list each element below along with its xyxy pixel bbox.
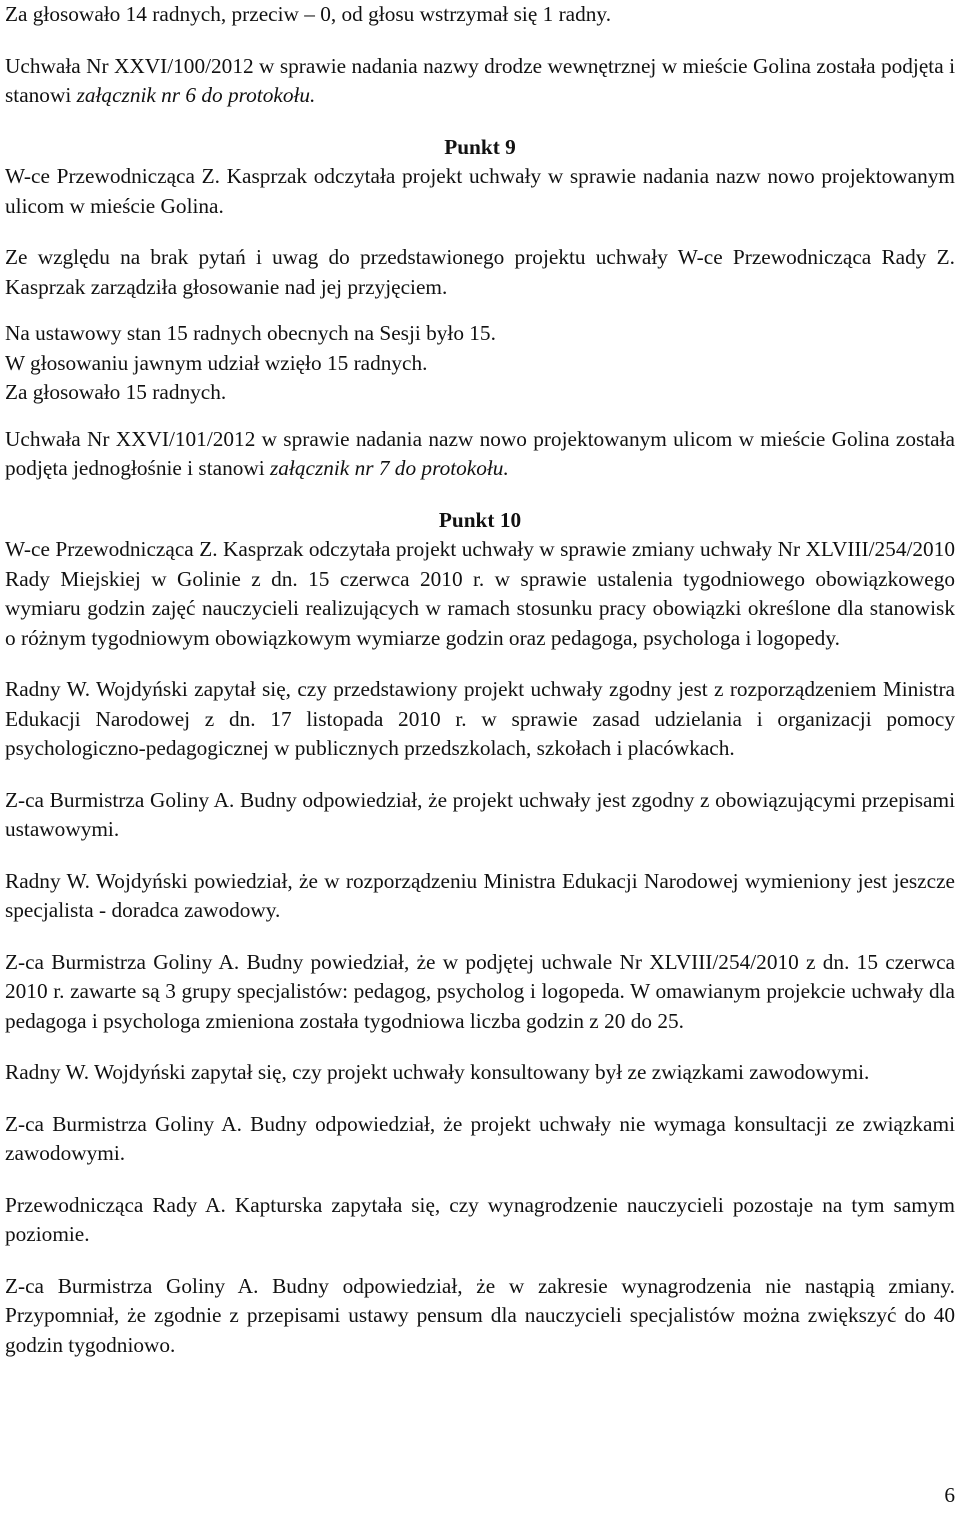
votes-for-line: Za głosowało 15 radnych. [5, 380, 227, 404]
resolution-paragraph-100 [5, 52, 955, 111]
punkt-10-reading-paragraph: W-ce Przewodnicząca Z. Kasprzak odczytała projekt uchwały w sprawie zmiany uchwały Nr XLVIII/254/2010 Rady Miejskiej w Golinie z dn. 15 czerwca 2010 r. w sprawie ustalenia tygodniowego obowiązkowego wymiaru godzin zajęć nauczycieli realizujących w ramach stosunku pracy obowiązki określone dla stanowisk o różnym tygodniowym obowiązkowym wymiarze godzin oraz pedagoga, psychologa i logopedy. [5, 537, 955, 650]
vote-result-paragraph: Za głosowało 14 radnych, przeciw – 0, od głosu wstrzymał się 1 radny. [5, 2, 612, 26]
resolution-paragraph-101 [5, 425, 955, 484]
punkt-10-heading: Punkt 10 [438, 507, 522, 532]
resolution-text: Uchwała Nr XXVI/101/2012 w sprawie nadania nazw nowo projektowanym ulicom w mieście Golina została podjęta jednogłośnie i stanowi [5, 426, 955, 480]
resolution-text: Uchwała Nr XXVI/100/2012 w sprawie nadania nazwy drodze wewnętrznej w mieście Golina została podjęta i stanowi [5, 53, 955, 107]
voting-order-paragraph: Ze względu na brak pytań i uwag do przedstawionego projektu uchwały W-ce Przewodnicząca Rady Z. Kasprzak zarządziła głosowanie nad jej przyjęciem. [5, 245, 955, 299]
answer-budny-2: Z-ca Burmistrza Goliny A. Budny powiedział, że w podjętej uchwale Nr XLVIII/254/2010 z dn. 15 czerwca 2010 r. zawarte są 3 grupy specjalistów: pedagog, psycholog i logopeda. W omawianym projekcie uchwały dla pedagoga i psychologa zmieniona została tygodniowa liczba godzin z 20 do 25. [5, 949, 955, 1033]
answer-budny-1: Z-ca Burmistrza Goliny A. Budny odpowiedział, że projekt uchwały jest zgodny z obowiązującymi przepisami ustawowymi. [5, 787, 955, 841]
question-kapturska: Przewodnicząca Rady A. Kapturska zapytała się, czy wynagrodzenie nauczycieli pozostaje na tym samym poziomie. [5, 1192, 955, 1246]
answer-budny-3: Z-ca Burmistrza Goliny A. Budny odpowiedział, że projekt uchwały nie wymaga konsultacji ze związkami zawodowymi. [5, 1111, 955, 1165]
punkt-9-reading-paragraph: W-ce Przewodnicząca Z. Kasprzak odczytała projekt uchwały w sprawie nadania nazw nowo projektowanym ulicom w mieście Golina. [5, 164, 955, 218]
statement-wojdynski-2: Radny W. Wojdyński powiedział, że w rozporządzeniu Ministra Edukacji Narodowej wymieniony jest jeszcze specjalista - doradca zawodowy. [5, 868, 955, 922]
document-page [5, 0, 955, 1360]
attendance-line: Na ustawowy stan 15 radnych obecnych na Sesji było 15. [5, 321, 496, 345]
attachment-reference: załącznik nr 6 do protokołu. [76, 83, 316, 107]
question-wojdynski-1: Radny W. Wojdyński zapytał się, czy przedstawiony projekt uchwały zgodny jest z rozporządzeniem Ministra Edukacji Narodowej z dn. 17 listopada 2010 r. w sprawie zasad udzielania i organizacji pomocy psychologiczno-pedagogicznej w publicznych przedszkolach, szkołach i placówkach. [5, 677, 955, 760]
question-wojdynski-3: Radny W. Wojdyński zapytał się, czy projekt uchwały konsultowany był ze związkami zawodowymi. [5, 1060, 870, 1084]
answer-budny-4: Z-ca Burmistrza Goliny A. Budny odpowiedział, że w zakresie wynagrodzenia nie nastąpią zmiany. Przypomniał, że zgodnie z przepisami ustawy pensum dla nauczycieli specjalistów można zwiększyć do 40 godzin tygodniowo. [5, 1273, 955, 1357]
voting-participation-line: W głosowaniu jawnym udział wzięło 15 radnych. [5, 350, 428, 375]
punkt-9-heading: Punkt 9 [444, 134, 516, 159]
attachment-reference: załącznik nr 7 do protokołu. [269, 456, 509, 480]
page-number: 6 [944, 1483, 955, 1507]
